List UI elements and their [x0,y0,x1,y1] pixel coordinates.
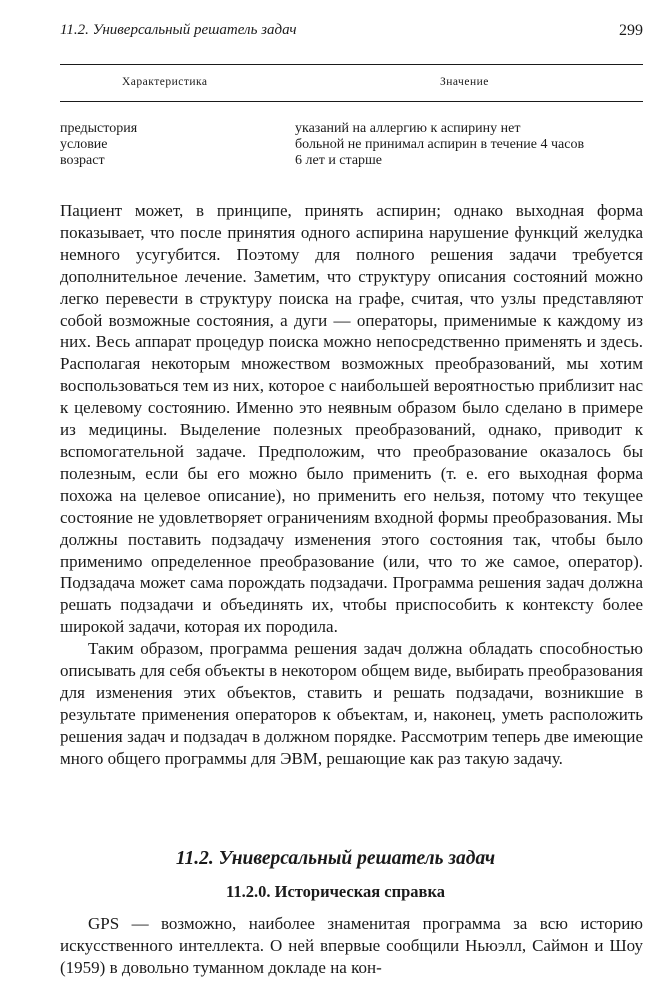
running-title: 11.2. Универсальный решатель задач [60,22,297,38]
body-paragraph-2: Таким образом, программа решения задач должна обладать способностью описывать для себя объекты в некотором общем виде, выбирать преобразования для изменения этих объектов, ставить и решать подзадачи, возникшие в результате применения операторов к объектам, и, наконец, уметь расположить решения задач и подзадач в должном порядке. Рассмотрим теперь две имеющие много общего программы для ЭВМ, решающие как раз такую задачу. [60,639,643,768]
body-paragraph-1: Пациент может, в принципе, принять аспирин; однако выходная форма показывает, что после принятия одного аспирина нарушение функций желудка немного усугубится. Поэтому для полного решения задачи требуется дополнительное лечение. Заметим, что структуру описания состояний можно легко перевести в структуру поиска на графе, считая, что узлы представляют собой возможные состояния, а дуги — операторы, применимые к каждому из них. Весь аппарат процедур поиска можно непосредственно применять и здесь. Располагая некоторым множеством возможных преобразований, мы хотим воспользоваться тем из них, которое с наибольшей вероятностью приблизит нас к целевому состоянию. Именно это неявным образом было сделано в примере из медицины. Выделение полезных преобразований, однако, приводит к вспомогательной задаче. Предположим, что преобразование оказалось бы полезным, если бы его можно было применить (т. е. его выходная форма похожа на целевое описание), но применить его нельзя, потому что текущее состояние не удовлетворяет ограничениям входной формы преобразования. Мы должны поставить подзадачу изменения этого состояния так, чтобы было применимо определенное преобразование (или, что то же самое, оператор). Подзадача может сама порождать подзадачи. Программа решения задач должна решать подзадачи и объединять их, чтобы приспособить к контексту более широкой задачи, которая их породила. [60,201,643,637]
table-column-header-value: Значение [440,76,489,88]
table-cell-characteristic: условие [60,137,108,152]
subsection-title: 11.2.0. Историческая справка [226,882,445,901]
table-column-header-characteristic: Характеристика [122,76,208,88]
running-head [60,22,643,46]
table-cell-characteristic: предыстория [60,121,138,136]
table-cell-value: указаний на аллергию к аспирину нет [295,121,521,136]
table-cell-value: 6 лет и старше [295,153,383,168]
body-text [60,200,643,770]
section-paragraph: GPS — возможно, наиболее знаменитая программа за всю историю искусственного интеллекта. О ней впервые сообщили Ньюэлл, Саймон и Шоу (1959) в довольно туманном докладе на кон- [60,914,643,977]
table-cell-value: больной не принимал аспирин в течение 4 часов [295,137,585,152]
table-cell-characteristic: возраст [60,153,105,168]
page-number: 299 [619,22,643,39]
section-text [60,913,643,979]
table-top-rule [60,64,643,65]
section-title: 11.2. Универсальный решатель задач [175,848,496,869]
table-header-rule [60,101,643,102]
